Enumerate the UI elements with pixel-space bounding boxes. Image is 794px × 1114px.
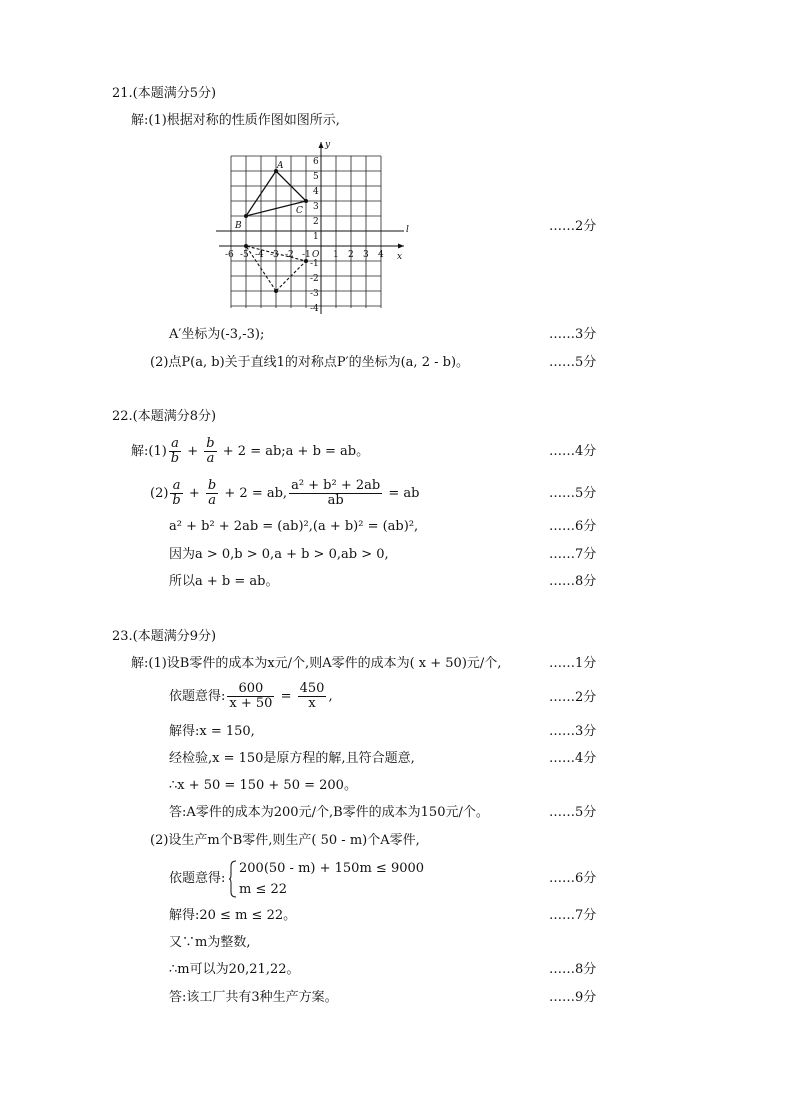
q23-score3: ……3分 — [549, 724, 597, 739]
y-tick: 3 — [313, 202, 319, 212]
q22-score4: ……7分 — [549, 547, 597, 562]
x-tick: 3 — [363, 250, 369, 260]
q22-line4: 因为a > 0,b > 0,a + b > 0,ab > 0, — [169, 547, 389, 562]
x-tick: 2 — [348, 250, 354, 260]
y-tick: 6 — [313, 157, 319, 167]
q22-line1: 解:(1) $\frac{a}{b}$ + $\frac{b}{a}$ + 2 = ab;a + b = ab。 — [131, 436, 370, 466]
y-tick: -4 — [310, 304, 319, 314]
q23-score6: ……6分 — [549, 871, 597, 886]
q22-line5: 所以a + b = ab。 — [169, 574, 279, 589]
q21-line3: (2)点P(a, b)关于直线1的对称点P′的坐标为(a, 2 - b)。 — [150, 355, 470, 370]
coordinate-graph — [214, 138, 414, 318]
q23-line7: (2)设生产m个B零件,则生产( 50 - m)个A零件, — [150, 833, 420, 848]
q23-line2: 依题意得: $\frac{600}{x + 50}$ = $\frac{450}{x}$ , — [169, 681, 333, 711]
q23-line11: ∴m可以为20,21,22。 — [169, 962, 300, 977]
q23-header: 23.(本题满分9分) — [112, 629, 217, 644]
x-tick: -1 — [302, 250, 311, 260]
y-tick: -1 — [310, 259, 319, 269]
y-tick: 1 — [313, 232, 319, 242]
x-label: x — [397, 252, 403, 262]
x-tick: -3 — [270, 250, 279, 260]
q23-line9: 解得:20 ≤ m ≤ 22。 — [169, 908, 297, 923]
q23-line5: ∴x + 50 = 150 + 50 = 200。 — [169, 778, 357, 793]
grid-lines — [231, 156, 381, 308]
q22-score3: ……6分 — [549, 519, 597, 534]
y-tick: 4 — [313, 187, 319, 197]
x-tick: -4 — [255, 250, 264, 260]
x-tick: 4 — [378, 250, 384, 260]
q23-score4: ……4分 — [549, 751, 597, 766]
system-brace — [228, 860, 238, 898]
q21-score3: ……5分 — [549, 355, 597, 370]
q21-score1: ……2分 — [549, 219, 597, 234]
y-tick: 5 — [313, 172, 319, 182]
q23-score2: ……2分 — [549, 690, 597, 705]
q23-line12: 答:该工厂共有3种生产方案。 — [169, 990, 338, 1005]
q23-line10: 又∵m为整数, — [169, 935, 251, 950]
q23-score8: ……8分 — [549, 962, 597, 977]
label-c: C — [296, 206, 303, 216]
q23-line1: 解:(1)设B零件的成本为x元/个,则A零件的成本为( x + 50)元/个, — [131, 656, 502, 671]
label-a: A — [277, 161, 284, 171]
q22-score5: ……8分 — [549, 574, 597, 589]
y-tick: 2 — [313, 217, 319, 227]
x-tick: -5 — [240, 250, 249, 260]
q23-line8-prefix: 依题意得: — [169, 871, 226, 886]
q21-line1: 解:(1)根据对称的性质作图如图所示, — [131, 113, 340, 128]
label-b: B — [235, 221, 242, 231]
q22-line3: a² + b² + 2ab = (ab)²,(a + b)² = (ab)², — [169, 519, 419, 534]
origin-label: O — [312, 250, 320, 260]
q23-score1: ……1分 — [549, 656, 597, 671]
q23-line8-row2: m ≤ 22 — [239, 882, 288, 897]
line-l-label: l — [406, 225, 409, 235]
q23-line4: 经检验,x = 150是原方程的解,且符合题意, — [169, 751, 415, 766]
q23-line8-row1: 200(50 - m) + 150m ≤ 9000 — [239, 861, 425, 876]
y-tick: -3 — [310, 289, 319, 299]
q23-line6: 答:A零件的成本为200元/个,B零件的成本为150元/个。 — [169, 805, 489, 820]
q22-score2: ……5分 — [549, 486, 597, 501]
x-tick: 1 — [333, 250, 339, 260]
q21-header: 21.(本题满分5分) — [112, 86, 217, 101]
q22-line2: (2) $\frac{a}{b}$ + $\frac{b}{a}$ + 2 = ab, $\frac{\text{a² + b² + 2ab}}{ab}$ = ab — [150, 478, 420, 508]
q22-header: 22.(本题满分8分) — [112, 409, 217, 424]
x-tick: -6 — [225, 250, 234, 260]
q22-score1: ……4分 — [549, 444, 597, 459]
y-label: y — [325, 140, 331, 150]
q23-line3: 解得:x = 150, — [169, 724, 255, 739]
q23-score5: ……5分 — [549, 805, 597, 820]
q23-score9: ……9分 — [549, 990, 597, 1005]
x-tick: -2 — [285, 250, 294, 260]
y-tick: -2 — [310, 274, 319, 284]
q23-score7: ……7分 — [549, 908, 597, 923]
q21-score2: ……3分 — [549, 327, 597, 342]
q21-line2: A′坐标为(-3,-3); — [169, 327, 265, 342]
